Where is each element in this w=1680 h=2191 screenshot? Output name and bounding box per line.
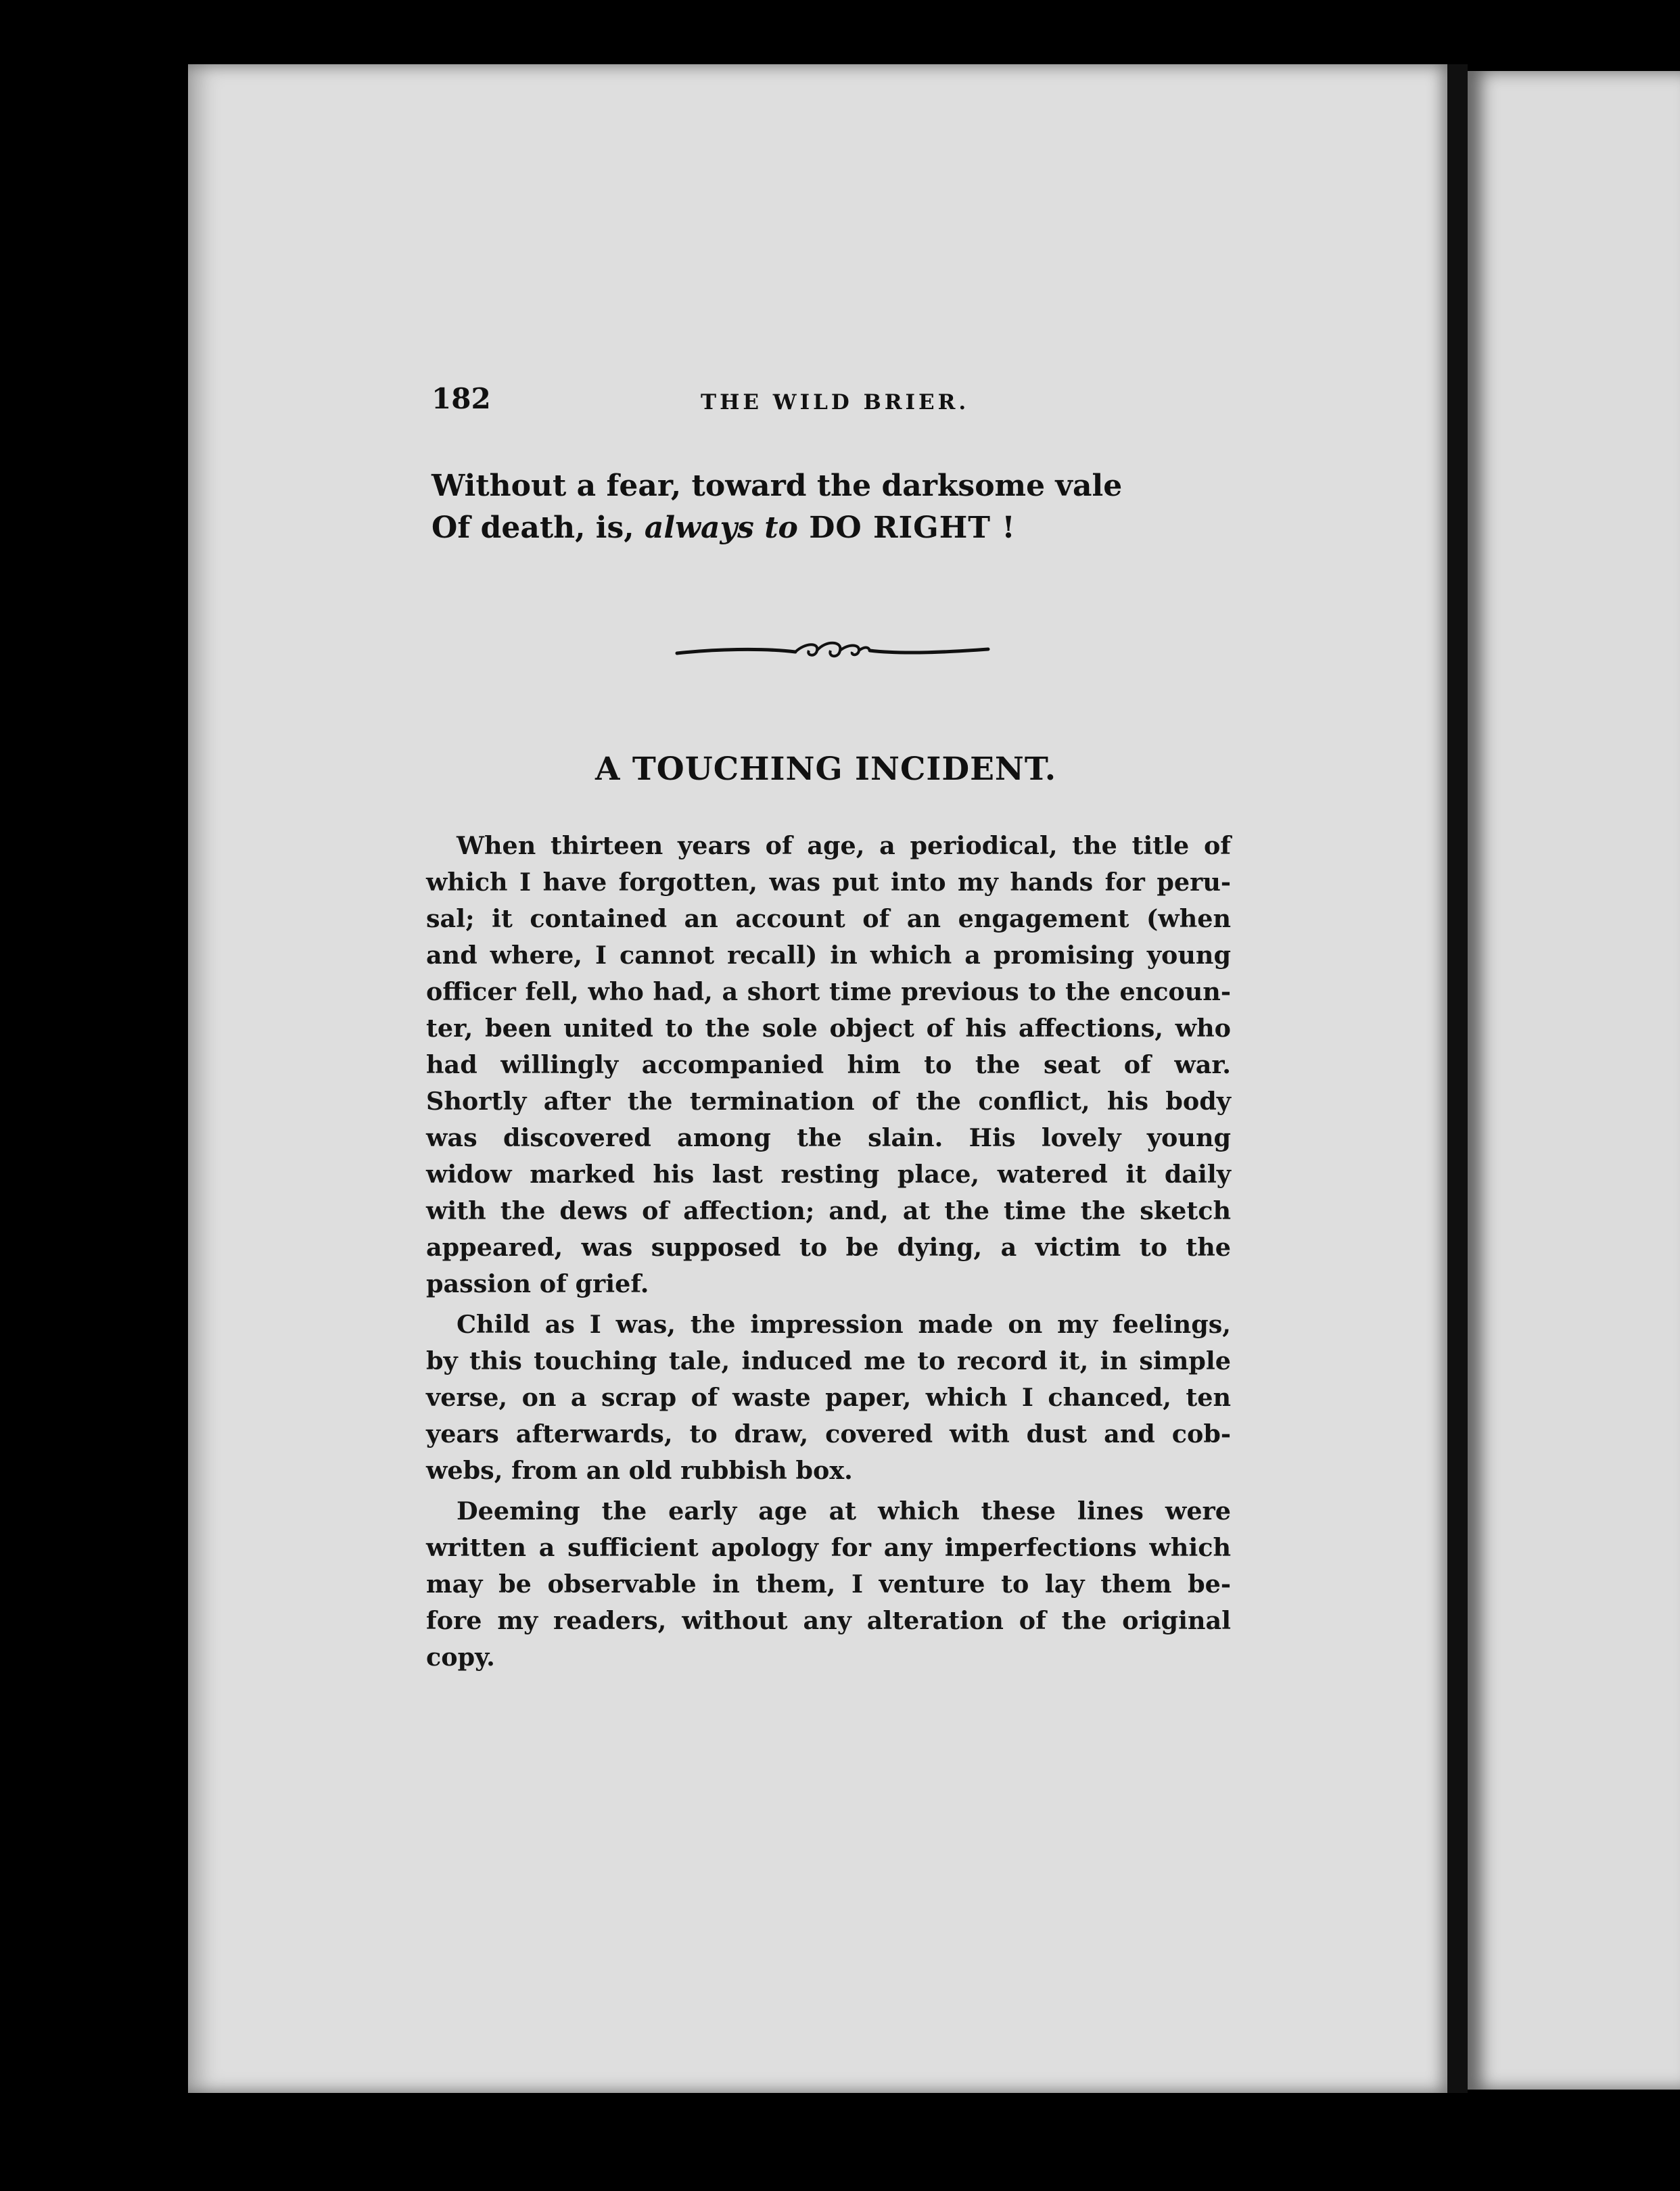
paragraph: [426, 1306, 1231, 1489]
text-line: Child as I was, the impression made on my feelings,: [457, 1310, 1231, 1339]
verse-fragment: [431, 465, 1123, 549]
article-title: A TOUCHING INCIDENT.: [595, 751, 1057, 788]
running-head: THE WILD BRIER.: [701, 390, 970, 415]
verse-line-2: [431, 507, 1108, 549]
verse-line-2-italic: always to: [644, 511, 798, 545]
text-line: appeared, was supposed to be dying, a victim to the: [426, 1233, 1231, 1262]
text-line: ter, been united to the sole object of his affections, who: [426, 1014, 1231, 1043]
article-body: [426, 828, 1231, 1680]
paragraph: [426, 828, 1231, 1302]
page-header: [431, 382, 973, 423]
page-number: 182: [431, 382, 491, 415]
verse-line-2-end: DO RIGHT !: [797, 511, 1016, 545]
text-line: officer fell, who had, a short time previous to the encoun-: [426, 977, 1231, 1006]
book-gutter: [1447, 64, 1468, 2093]
text-line: had willingly accompanied him to the seat of war.: [426, 1050, 1231, 1079]
text-line: written a sufficient apology for any imperfections which: [426, 1533, 1231, 1562]
text-line: Shortly after the termination of the conflict, his body: [426, 1087, 1231, 1116]
verse-line-2-start: Of death, is,: [431, 511, 645, 545]
facing-page-edge: [1468, 71, 1680, 2090]
text-line: When thirteen years of age, a periodical, the title of: [457, 831, 1231, 860]
text-line: Deeming the early age at which these lines were: [457, 1497, 1231, 1526]
text-line: sal; it contained an account of an engagement (when: [426, 904, 1231, 933]
text-line: copy.: [426, 1643, 495, 1672]
text-line: was discovered among the slain. His lovely young: [426, 1123, 1231, 1152]
text-line: years afterwards, to draw, covered with dust and cob-: [426, 1419, 1231, 1448]
text-line: fore my readers, without any alteration of the original: [426, 1606, 1231, 1635]
text-line: and where, I cannot recall) in which a promising young: [426, 941, 1231, 970]
paragraph: [426, 1493, 1231, 1676]
text-line: widow marked his last resting place, watered it daily: [426, 1160, 1231, 1189]
text-line: webs, from an old rubbish box.: [426, 1456, 853, 1485]
text-line: by this touching tale, induced me to record it, in simple: [426, 1346, 1231, 1375]
text-line: verse, on a scrap of waste paper, which I chanced, ten: [426, 1383, 1231, 1412]
ornament-divider-icon: [674, 636, 991, 663]
text-line: which I have forgotten, was put into my hands for peru-: [426, 868, 1231, 897]
text-line: may be observable in them, I venture to lay them be-: [426, 1570, 1231, 1599]
verse-line-1: Without a fear, toward the darksome vale: [431, 469, 1123, 503]
text-line: with the dews of affection; and, at the time the sketch: [426, 1196, 1231, 1225]
text-line: passion of grief.: [426, 1269, 649, 1298]
